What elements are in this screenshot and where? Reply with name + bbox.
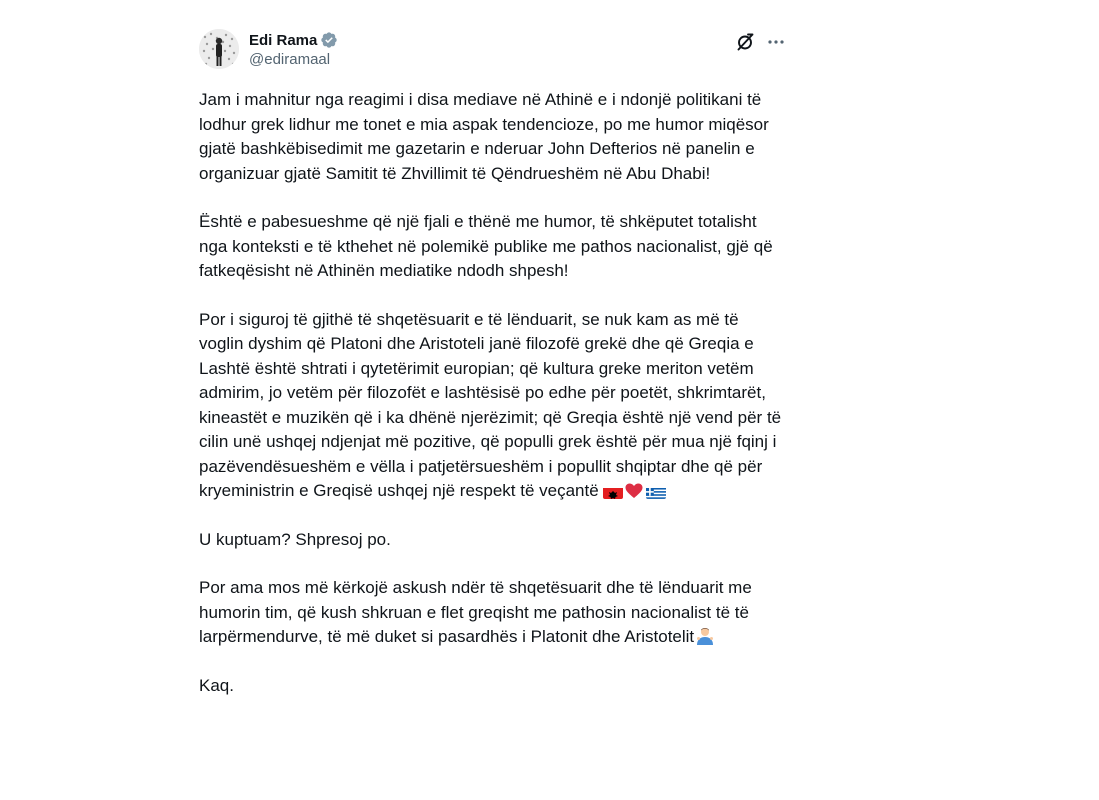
albania-flag-icon [603,485,623,499]
display-name[interactable]: Edi Rama [249,31,318,49]
tweet-paragraph-3-text: Por i siguroj të gjithë të shqetësuarit e të lënduarit, se nuk kam as më të voglin dyshim që Platoni dhe Aristoteli janë filozofë grekë dhe që Greqia e Lashtë është shtrati i qytetërimit europian; që kultura greke meriton vetëm admirim, jo vetëm për filozofët e lashtësisë po edhe për poetët, shkrimtarët, kineastët e muzikën që i ka dhënë njerëzimit; që Greqia është një vend për të cilin unë ushqej ndjenjat më pozitive, që populli grek është për mua një fqinj i pazëvendësueshëm e vëlla i patjetërsueshëm i popullit shqiptar dhe që për kryeministrin e Greqisë ushqej një respekt të veçantë [199,309,782,500]
tweet-paragraph-5-text: Por ama mos më kërkojë askush ndër të shqetësuarit dhe të lënduarit me humorin tim, që kush shkruan e flet greqisht me pathosin nacionalist të të larpërmendurve, të më duket si pasardhës i Platonit dhe Aristotelit [199,578,752,646]
avatar[interactable] [199,29,239,69]
tweet-header [199,26,799,76]
tweet-text [199,88,784,698]
tweet [199,26,799,698]
greece-flag-icon [646,485,666,499]
header-actions [735,32,785,57]
tweet-paragraph-1: Jam i mahnitur nga reagimi i disa mediave në Athinë e i ndonjë politikani të lodhur grek lidhur me tonet e mia aspak tendencioze, po me humor miqësor gjatë bashkëbisedimit me gazetarin e nderuar John Defterios në panelin e organizuar gjatë Samitit të Zhvillimit të Qëndrueshëm në Abu Dhabi! [199,90,769,183]
verified-badge-icon [320,31,338,49]
tweet-paragraph-5 [199,576,784,650]
more-options-icon[interactable] [767,33,785,56]
grok-icon[interactable] [735,32,755,57]
author-names [249,30,338,68]
tweet-paragraph-3 [199,308,784,504]
man-shrugging-icon [695,626,715,646]
tweet-paragraph-6: Kaq. [199,675,234,695]
tweet-paragraph-4: U kuptuam? Shpresoj po. [199,529,391,549]
red-heart-icon [625,482,643,498]
display-name-row[interactable] [249,30,338,50]
author-handle[interactable]: @ediramaal [249,51,331,68]
tweet-paragraph-2: Është e pabesueshme që një fjali e thënë me humor, të shkëputet totalisht nga konteksti e të kthehet në polemikë publike me pathos nacionalist, gjë që fatkeqësisht në Athinën mediatike ndodh shpesh! [199,212,773,280]
